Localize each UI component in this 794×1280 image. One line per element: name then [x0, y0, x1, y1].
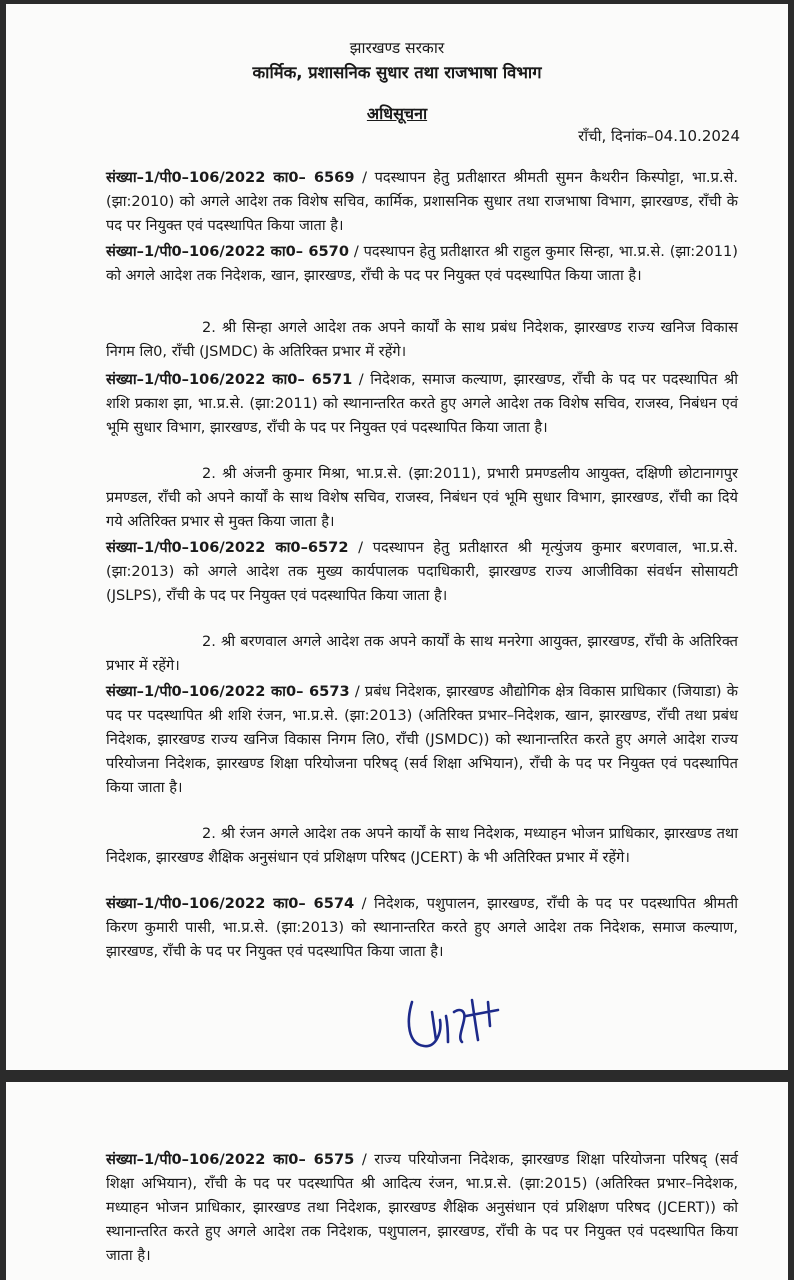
order-6569 [106, 166, 738, 238]
document-page-1 [6, 4, 788, 1070]
signature-icon [402, 982, 512, 1052]
order-ref: संख्या–1/पी0–106/2022 का0– 6573 [106, 683, 350, 700]
order-6572-sub: 2. श्री बरणवाल अगले आदेश तक अपने कार्यों के साथ मनरेगा आयुक्त, झारखण्ड, राँची के अतिरिक्त प्रभार में रहेंगे। [106, 633, 738, 674]
order-6573-sub: 2. श्री रंजन अगले आदेश तक अपने कार्यों के साथ निदेशक, मध्याहन भोजन प्राधिकार, झारखण्ड तथा निदेशक, झारखण्ड शैक्षिक अनुसंधान एवं प्रशिक्षण परिषद (JCERT) के भी अतिरिक्त प्रभार में रहेंगे। [106, 825, 738, 866]
order-6574 [106, 892, 738, 964]
order-ref: संख्या–1/पी0–106/2022 का0– 6569 [106, 169, 355, 186]
order-6571-sub: 2. श्री अंजनी कुमार मिश्रा, भा.प्र.से. (झा:2011), प्रभारी प्रमण्डलीय आयुक्त, दक्षिणी छोटानागपुर प्रमण्डल, राँची को अपने कार्यों के साथ विशेष सचिव, राजस्व, निबंधन एवं भूमि सुधार विभाग, झारखण्ड, राँची का दिये गये अतिरिक्त प्रभार से मुक्त किया जाता है। [106, 465, 738, 530]
order-text: / पदस्थापन हेतु प्रतीक्षारत श्री मृत्युंजय कुमार बरणवाल, भा.प्र.से. (झा:2013) को अगले आदेश तक मुख्य कार्यपालक पदाधिकारी, झारखण्ड राज्य आजीविका संवर्धन सोसायटी (JSLPS), राँची के पद पर नियुक्त एवं पदस्थापित किया जाता है। [106, 539, 738, 604]
order-6570-sub: 2. श्री सिन्हा अगले आदेश तक अपने कार्यों के साथ प्रबंध निदेशक, झारखण्ड राज्य खनिज विकास निगम लि0, राँची (JSMDC) के अतिरिक्त प्रभार में रहेंगे। [106, 319, 738, 360]
order-text: / निदेशक, समाज कल्याण, झारखण्ड, राँची के पद पर पदस्थापित श्री शशि प्रकाश झा, भा.प्र.से. (झा:2011) को स्थानान्तरित करते हुए अगले आदेश तक विशेष सचिव, राजस्व, निबंधन एवं भूमि सुधार विभाग, झारखण्ड, राँची के पद पर नियुक्त एवं पदस्थापित किया जाता है। [106, 371, 738, 436]
order-6575 [106, 1148, 738, 1268]
government-heading: झारखण्ड सरकार [349, 39, 445, 57]
order-6571 [106, 368, 738, 440]
order-6573 [106, 680, 738, 800]
notice-title: अधिसूचना [366, 104, 428, 123]
order-text: / राज्य परियोजना निदेशक, झारखण्ड शिक्षा परियोजना परिषद् (सर्व शिक्षा अभियान), राँची के पद पर पदस्थापित श्री आदित्य रंजन, भा.प्र.से. (झा:2015) (अतिरिक्त प्रभार–निदेशक, मध्याहन भोजन प्राधिकार, झारखण्ड तथा निदेशक, झारखण्ड शैक्षिक अनुसंधान एवं प्रशिक्षण परिषद (JCERT)) को स्थानान्तरित करते हुए अगले आदेश तक निदेशक, पशुपालन, झारखण्ड, राँची के पद पर नियुक्त एवं पदस्थापित किया जाता है। [106, 1151, 738, 1264]
document-page-2 [6, 1082, 788, 1280]
order-text: / प्रबंध निदेशक, झारखण्ड औद्योगिक क्षेत्र विकास प्राधिकार (जियाडा) के पद पर पदस्थापित श्री शशि रंजन, भा.प्र.से. (झा:2013) (अतिरिक्त प्रभार–निदेशक, खान, झारखण्ड, राँची तथा प्रबंध निदेशक, झारखण्ड राज्य खनिज विकास निगम लि0, राँची (JSMDC)) को स्थानान्तरित करते हुए अगले आदेश राज्य परियोजना निदेशक, झारखण्ड शिक्षा परियोजना परिषद् (सर्व शिक्षा अभियान), राँची के पद पर नियुक्त एवं पदस्थापित किया जाता है। [106, 683, 739, 796]
order-6572 [106, 536, 738, 608]
order-ref: संख्या–1/पी0–106/2022 का0– 6571 [106, 371, 353, 388]
notice-date: राँची, दिनांक–04.10.2024 [578, 127, 740, 145]
order-ref: संख्या–1/पी0–106/2022 का0–6572 [106, 539, 349, 556]
order-ref: संख्या–1/पी0–106/2022 का0– 6574 [106, 895, 355, 912]
order-ref: संख्या–1/पी0–106/2022 का0– 6570 [106, 243, 349, 260]
order-ref: संख्या–1/पी0–106/2022 का0– 6575 [106, 1151, 355, 1168]
order-6570 [106, 240, 738, 288]
order-text: / निदेशक, पशुपालन, झारखण्ड, राँची के पद पर पदस्थापित श्रीमती किरण कुमारी पासी, भा.प्र.से. (झा:2013) को स्थानान्तरित करते हुए अगले आदेश तक निदेशक, समाज कल्याण, झारखण्ड, राँची के पद पर नियुक्त एवं पदस्थापित किया जाता है। [106, 895, 739, 960]
department-heading: कार्मिक, प्रशासनिक सुधार तथा राजभाषा विभाग [252, 63, 542, 82]
order-text: / पदस्थापन हेतु प्रतीक्षारत श्री राहुल कुमार सिन्हा, भा.प्र.से. (झा:2011) को अगले आदेश तक निदेशक, खान, झारखण्ड, राँची के पद पर नियुक्त एवं पदस्थापित किया जाता है। [106, 243, 738, 284]
order-text: / पदस्थापन हेतु प्रतीक्षारत श्रीमती सुमन कैथरीन किस्पोट्टा, भा.प्र.से. (झा:2010) को अगले आदेश तक विशेष सचिव, कार्मिक, प्रशासनिक सुधार तथा राजभाषा विभाग, झारखण्ड, राँची के पद पर नियुक्त एवं पदस्थापित किया जाता है। [106, 169, 739, 234]
